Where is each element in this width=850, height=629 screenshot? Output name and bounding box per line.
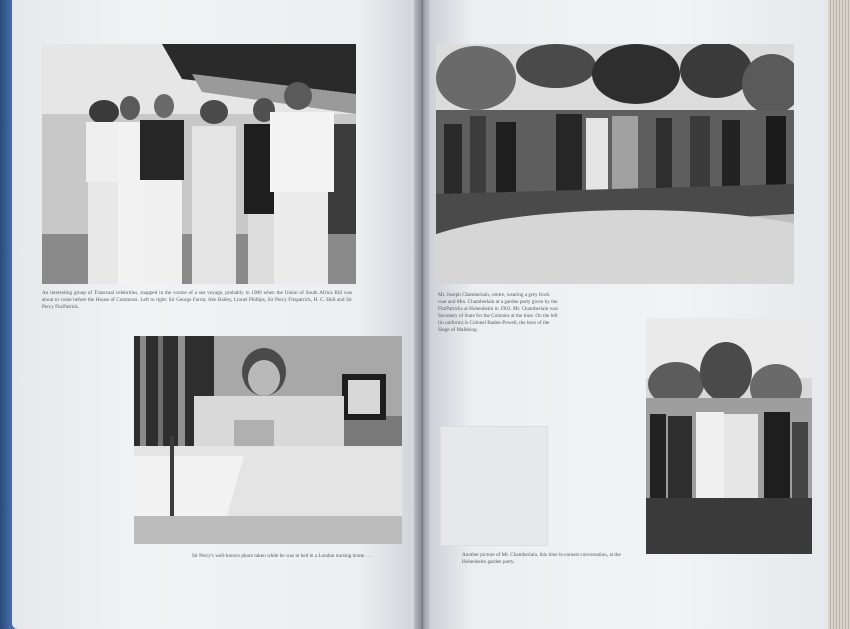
book-gutter xyxy=(414,0,430,629)
garden-party-photo xyxy=(436,44,794,284)
page-edges xyxy=(828,0,850,629)
faded-photo-area xyxy=(440,426,548,546)
bottom-right-caption: Another picture of Mr. Chamberlain, this time in earnest conversation, at the Hohenheim garden party. xyxy=(462,552,621,565)
top-right-caption: Mr. Joseph Chamberlain, centre, wearing a grey frock coat and Mrs. Chamberlain at a garden party given by the FitzPatricks at Hohenheim in 1903. Mr. Chamberlain was Secretary of State for the Colonies at the time. On the left (in uniform) is Colonel Baden-Powell, the hero of the Siege of Mafeking. xyxy=(438,292,558,333)
top-left-caption: An interesting group of Transvaal celebrities, snapped in the course of a sea voyage, probably in 1900 when the Union of South Africa Bill was about to come before the House of Commons. Left to right: Sir George Farrar, Abe Bailey, Lionel Phillips, Sir Percy Fitzpatrick, H. C. Hull and Sir Percy FitzPatrick. xyxy=(42,290,352,310)
bottom-left-caption: Sir Percy's well-known photo taken while he was in bed in a London nursing home . . . xyxy=(191,553,372,559)
bed-photo-fitzpatrick xyxy=(134,336,402,544)
conversation-photo xyxy=(646,318,812,554)
group-photo-transvaal xyxy=(42,44,356,284)
